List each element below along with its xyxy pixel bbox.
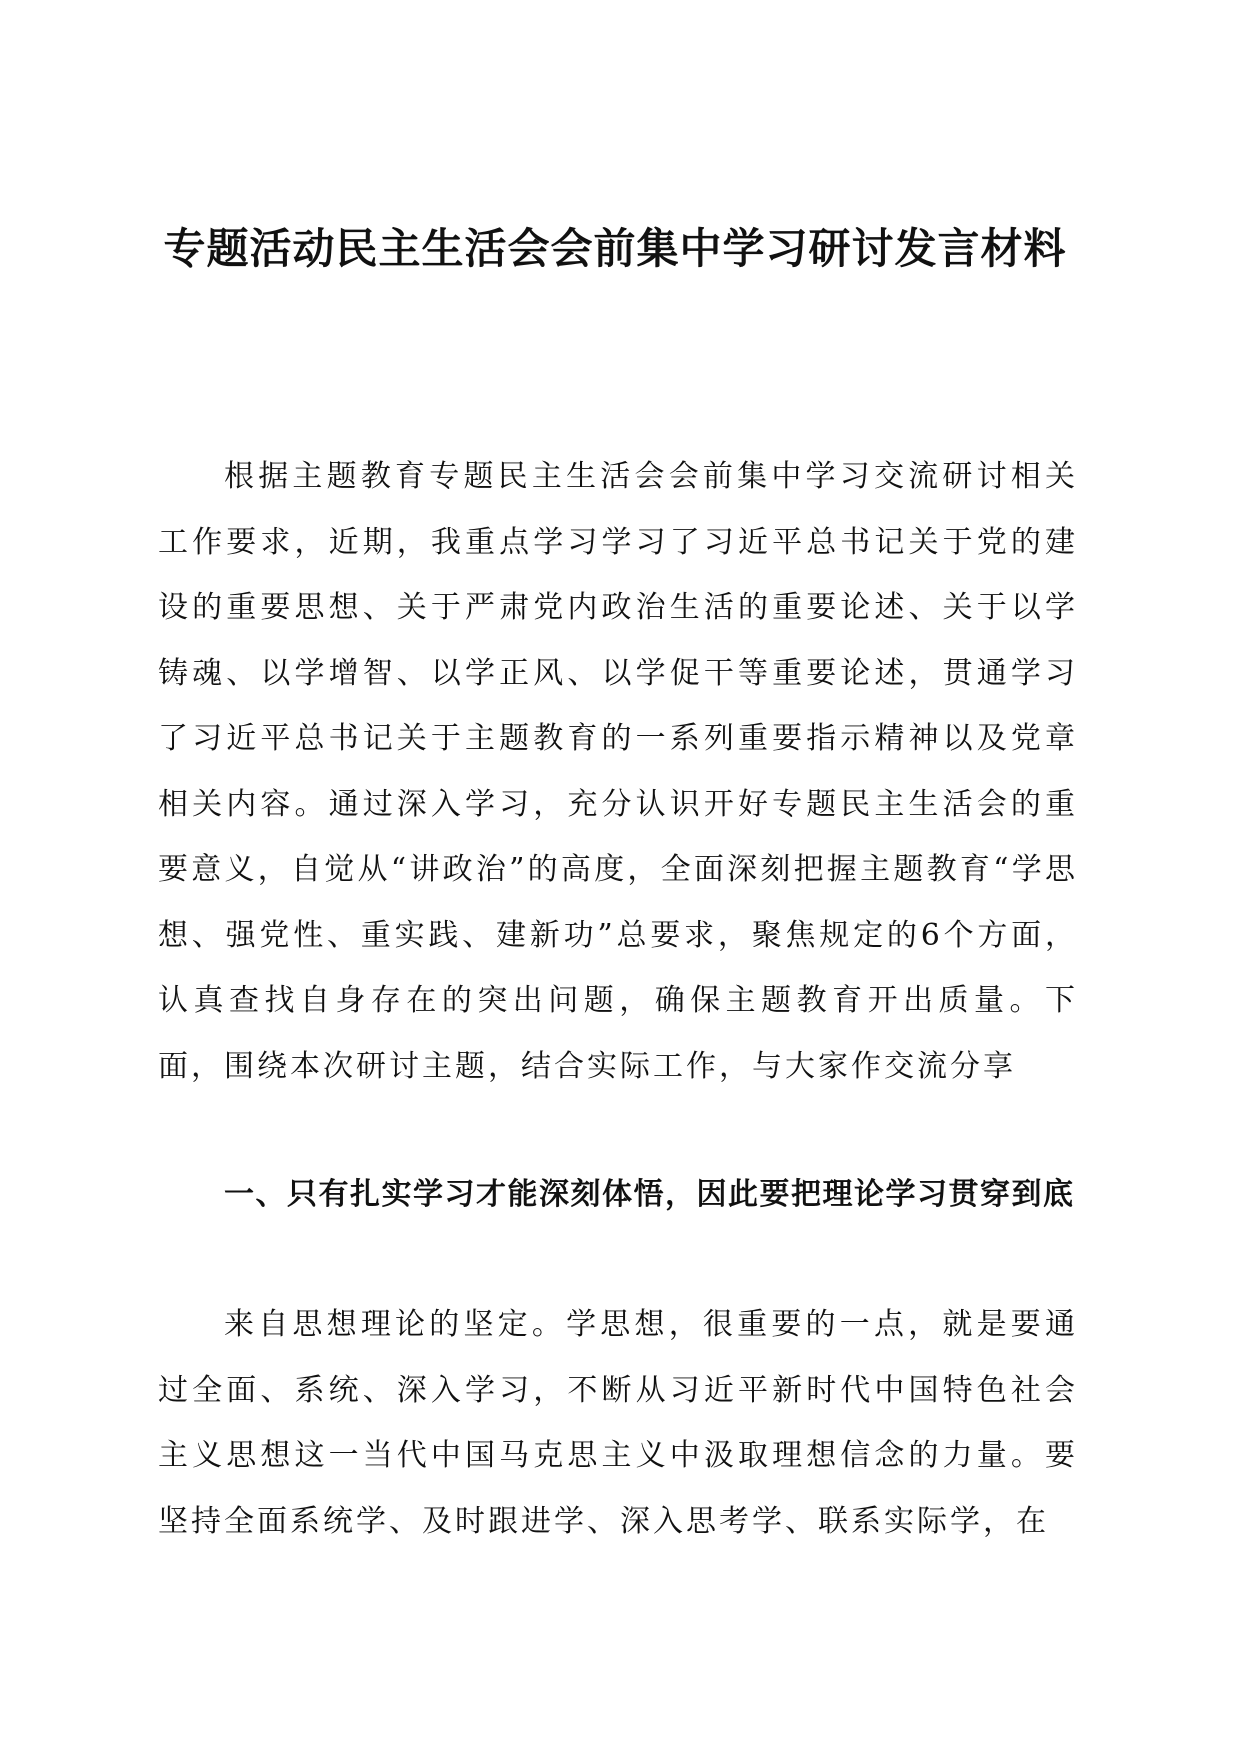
section-heading: 一、只有扎实学习才能深刻体悟，因此要把理论学习贯穿到底 (224, 1177, 1075, 1212)
document-title: 专题活动民主生活会会前集中学习研讨发言材料 (163, 224, 1067, 273)
section-paragraph: 来自思想理论的坚定。学思想，很重要的一点，就是要通过全面、系统、深入学习，不断从习近平新时代中国特色社会主义思想这一当代中国马克思主义中汲取理想信念的力量。要坚持全面系统学、及时跟进学、深入思考学、联系实际学，在 (158, 1307, 1078, 1539)
intro-paragraph: 根据主题教育专题民主生活会会前集中学习交流研讨相关工作要求，近期，我重点学习学习了习近平总书记关于党的建设的重要思想、关于严肃党内政治生活的重要论述、关于以学铸魂、以学增智、以学正风、以学促干等重要论述，贯通学习了习近平总书记关于主题教育的一系列重要指示精神以及党章相关内容。通过深入学习，充分认识开好专题民主生活会的重要意义，自觉从“讲政治”的高度，全面深刻把握主题教育“学思想、强党性、重实践、建新功”总要求，聚焦规定的6个方面，认真查找自身存在的突出问题，确保主题教育开出质量。下面，围绕本次研讨主题，结合实际工作，与大家作交流分享 (158, 459, 1078, 1084)
